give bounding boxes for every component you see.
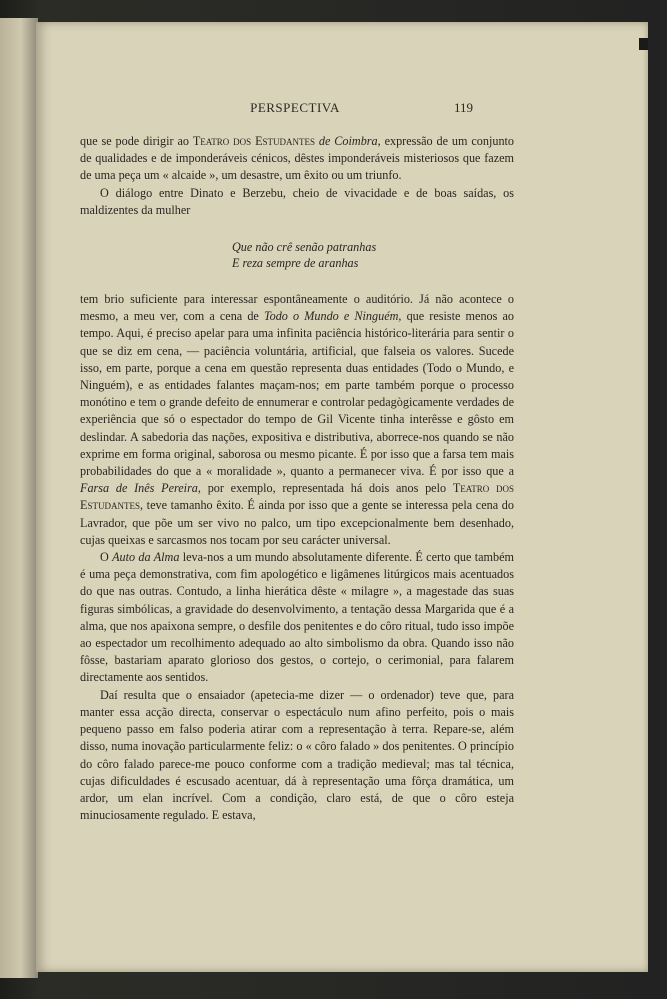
text-run: leva-nos a um mundo absolutamente diferente. É certo que também é uma peça demonstrativa, com fim apologético e ligâmenes litúrgicos mais acentuados do que nas outras. Contudo, a linha hierática dêste « milagre », a magestade das suas figuras simbólicas, a gravidade do desenvolvimento, a tentação dessa Margarida que é a alma, que nos apaixona sempre, o desfile dos penitentes e do côro ritual, tudo isso impõe ao espectador um recolhimento adequado ao alto simbolismo da obra. Quando isso não fôsse, bastariam aparato glorioso dos gestos, o cortejo, o cerimonial, para falarem directamente aos sentidos.: [80, 550, 514, 685]
paragraph: [80, 549, 514, 687]
text-run: , por exemplo, representada há dois anos pelo: [197, 481, 453, 496]
body-text: [80, 133, 514, 824]
text-run: que se pode dirigir ao: [80, 134, 193, 148]
small-caps-name: Teatro dos Estudantes: [80, 481, 514, 513]
italic-title: de Coimbra: [318, 134, 378, 148]
facing-page-edge: [0, 18, 38, 978]
text-run: O diálogo entre Dinato e Berzebu, cheio de vivacidade e de boas saídas, os maldizentes da mulher: [80, 185, 514, 217]
italic-title: Auto da Alma: [112, 550, 180, 565]
verse-line: E reza sempre de aranhas: [232, 256, 359, 271]
paragraph: [80, 185, 514, 219]
italic-title: Farsa de Inês Pereira: [80, 481, 198, 496]
text-run: O: [100, 550, 113, 565]
text-run: tem brio suficiente para interessar espontâneamente o auditório. Já não acontece o mesmo, a meu ver, com a cena de: [80, 292, 514, 324]
small-caps-name: Teatro dos Estudantes: [192, 134, 316, 148]
verse-line: Que não crê senão patranhas: [232, 240, 377, 255]
page-tab-marker: [639, 38, 648, 50]
paragraph: [80, 133, 514, 185]
paragraph: [80, 291, 514, 549]
text-run: , que resiste menos ao tempo. Aqui, é preciso apelar para uma infinita paciência histórico-literária para sentir o que se diz em cena, — paciência voluntária, artificial, que falseia os valores. Sucede isso, em parte, porque a cena em questão representa duas entidades (Todo o Mundo, e Ninguém), e as entidades falantes maçam-nos; em parte também porque o processo monótino e tem o grande defeito de ennumerar e controlar pedagògicamente verdades de experiência que só o espectador do tempo de Gil Vicente tinha interêsse e gôsto em deslindar. A sabedoria das nações, expositiva e distributiva, aborrece-nos quando se não exprime em forma original, saborosa ou mesmo picante. É por isso que a farsa tem mais probabilidades do que a « moralidade », quanto a permanecer viva. É por isso que a: [80, 309, 515, 479]
verse-quote: [80, 239, 514, 271]
text-run: , teve tamanho êxito. É ainda por isso que a gente se interessa pela cena do Lavrador, que põe um ser vivo no palco, um tipo excepcionalmente bem desenhado, cujas queixas e sarcasmos nos tocam por seu carácter universal.: [80, 498, 514, 547]
running-title: PERSPECTIVA: [250, 100, 340, 115]
text-run: , expressão de um conjunto de qualidades e de imponderáveis cénicos, dêstes imponderáveis misteriosos que fazem de uma peça um « alcaide », um desastre, um êxito ou um triunfo.: [80, 134, 515, 183]
text-run: Daí resulta que o ensaiador (apetecia-me dizer — o ordenador) teve que, para manter essa acção directa, conservar o espectáculo num afino perfeito, pois o mais pequeno passo em falso poderia atirar com a representação à terra. Repare-se, além disso, numa inovação particularmente feliz: o « côro falado » dos penitentes. O princípio do côro falado parece-me pouco conforme com a tradição medieval; mas tal técnica, cujas dificuldades é escusado acentuar, dá à representação uma fôrça dramática, um ardor, um elan incrível. Com a condição, claro está, de que o côro esteja minuciosamente regulado. E estava,: [80, 687, 514, 823]
paragraph: [80, 687, 514, 825]
italic-title: Todo o Mundo e Ninguém: [263, 309, 399, 324]
page-number: 119: [454, 100, 474, 115]
